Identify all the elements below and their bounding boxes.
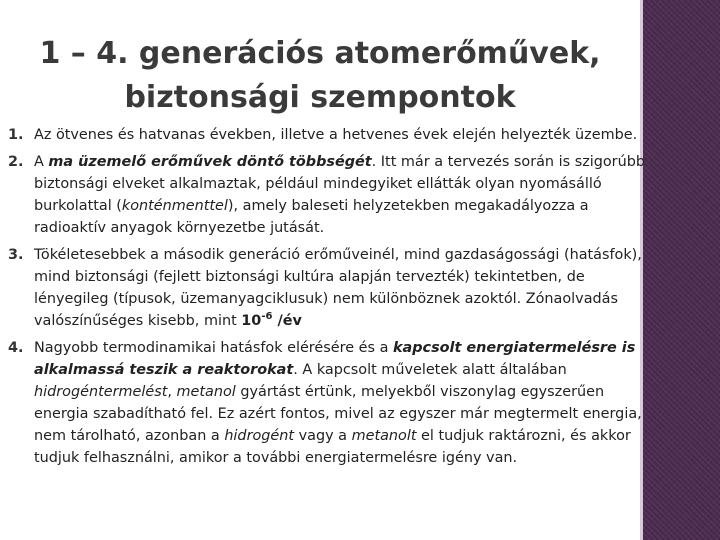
item-emphasis: ma üzemelő erőművek döntő többségét bbox=[48, 154, 372, 170]
item-number: 4. bbox=[8, 340, 24, 356]
item-italic: metanolt bbox=[351, 428, 417, 444]
generation-list bbox=[8, 124, 660, 474]
item-italic: hidrogéntermelést bbox=[34, 384, 168, 400]
list-item-2 bbox=[8, 151, 660, 239]
item-text: Nagyobb termodinamikai hatásfok elérésére és a bbox=[34, 340, 393, 356]
item-text: ), amely baleseti helyzetekben megakadályozza a radioaktív anyagok környezetbe jutását. bbox=[34, 198, 589, 236]
title-line-2: biztonsági szempontok bbox=[124, 80, 516, 115]
item-text: Az ötvenes és hatvanas években, illetve a hetvenes évek elején helyezték üzembe. bbox=[34, 127, 638, 143]
item-italic: hidrogént bbox=[224, 428, 295, 444]
item-text: . Itt már a tervezés során is szigorúbb biztonsági elveket alkalmaztak, például mindegyiket ellátták olyan nyomásálló burkolattal ( bbox=[34, 154, 645, 214]
item-number: 1. bbox=[8, 127, 24, 143]
slide-title bbox=[20, 32, 620, 120]
item-exponent: -6 bbox=[261, 311, 273, 323]
item-text: vagy a bbox=[294, 428, 352, 444]
item-text: gyártást értünk, melyekből viszonylag egyszerűen energia szabadítható fel. Ez azért fontos, mivel az egyszer már megtermelt energia, nem tárolható, azonban a bbox=[34, 384, 642, 444]
item-number: 3. bbox=[8, 247, 24, 263]
item-text: , bbox=[167, 384, 177, 400]
item-text: A bbox=[34, 154, 49, 170]
item-text: . A kapcsolt műveletek alatt általában bbox=[293, 362, 567, 378]
list-item-3 bbox=[8, 244, 660, 332]
item-emphasis: kapcsolt energiatermelésre is alkalmassá teszik a reaktorokat bbox=[34, 340, 636, 378]
title-line-1: 1 – 4. generációs atomerőművek, bbox=[39, 36, 601, 71]
list-item-4 bbox=[8, 337, 660, 469]
item-text: el tudjuk raktározni, és akkor tudjuk felhasználni, amikor a további energiatermelésre igény van. bbox=[34, 428, 631, 466]
item-text: Tökéletesebbek a második generáció erőműveinél, mind gazdaságossági (hatásfok), mind biztonsági (fejlett biztonsági kultúra alapján tervezték) tekintetben, de lényegileg (típusok, üzemanyagciklusuk) nem különböznek azoktól. Zónaolvadás valószínűséges kisebb, mint bbox=[34, 247, 642, 329]
item-unit: /év bbox=[272, 313, 302, 329]
item-italic: metanol bbox=[176, 384, 236, 400]
item-value: 10 bbox=[241, 313, 262, 329]
list-item-1 bbox=[8, 124, 660, 146]
item-number: 2. bbox=[8, 154, 24, 170]
item-italic: konténmenttel bbox=[121, 198, 228, 214]
